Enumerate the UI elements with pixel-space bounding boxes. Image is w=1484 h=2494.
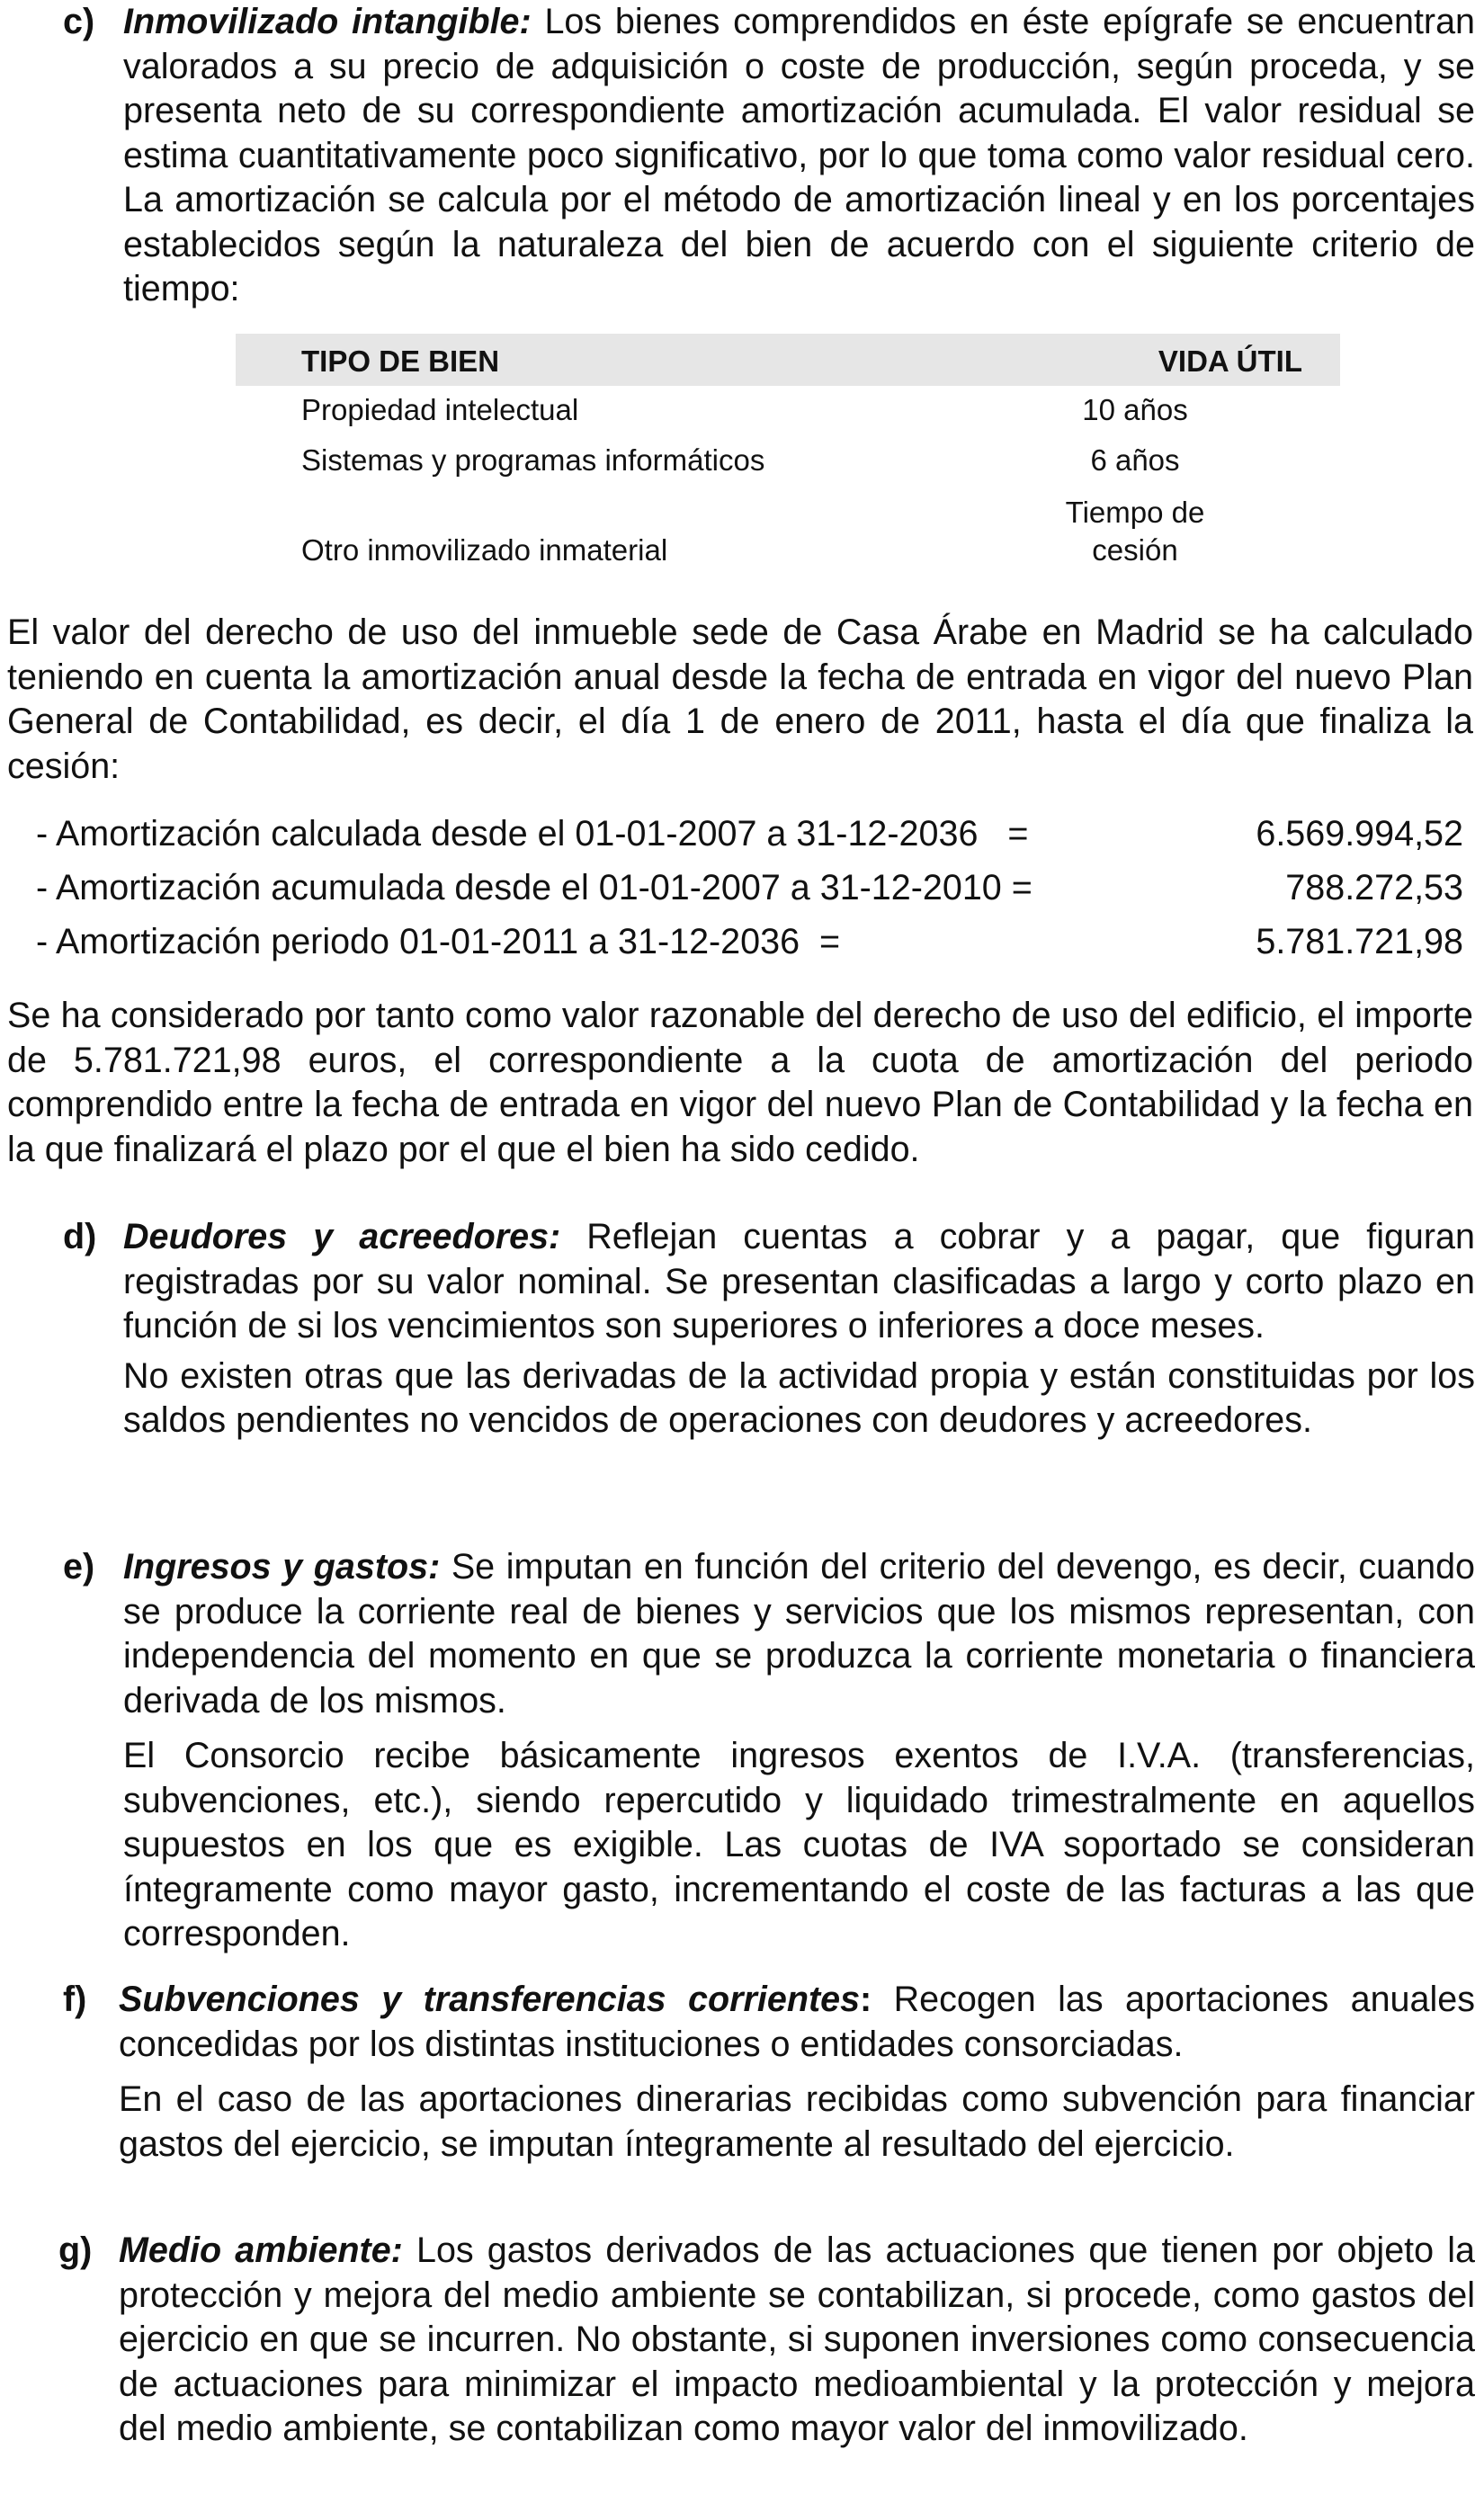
section-d-paragraph-2: No existen otras que las derivadas de la actividad propia y están constituidas por los saldos pendientes no vencidos de operaciones con deudores y acreedores. [123,1355,1475,1440]
section-f-letter: f) [63,1980,87,2019]
table-row [236,393,1340,438]
section-d-title: Deudores y acreedores: [123,1217,561,1256]
row-type: Propiedad intelectual [301,393,579,426]
table-row [236,494,1340,575]
amortization-label: - Amortización acumulada desde el 01-01-2007 a 31-12-2010 = [36,868,1033,907]
section-e-text-1: Se imputan en función del criterio del devengo, es decir, cuando se produce la corriente real de bienes y servicios que los mismos representan, con independencia del momento en que se produzca la corriente monetaria o financiera derivada de los mismos. [123,1547,1475,1721]
table-header [236,334,1340,386]
section-f-paragraph-2: En el caso de las aportaciones dinerarias recibidas como subvención para financiar gastos del ejercicio, se imputan íntegramente al resultado del ejercicio. [119,2079,1475,2164]
row-life-line1: Tiempo de [1065,496,1205,529]
paragraph-valor-razonable: Se ha considerado por tanto como valor razonable del derecho de uso del edificio, el importe de 5.781.721,98 euros, el correspondiente a la cuota de amortización del periodo comprendido entre la fecha de entrada en vigor del nuevo Plan de Contabilidad y la fecha en la que finalizará el plazo por el que el bien ha sido cedido. [7,996,1473,1169]
section-f-title: Subvenciones y transferencias corrientes [119,1980,861,2019]
section-c-title: Inmovilizado intangible: [123,2,532,41]
section-g-title: Medio ambiente: [119,2230,403,2270]
table-row [236,443,1340,488]
row-life-line2: cesión [1092,533,1178,567]
section-e-paragraph-2: El Consorcio recibe básicamente ingresos exentos de I.V.A. (transferencias, subvenciones, etc.), siendo repercutido y liquidado trimestralmente en aquellos supuestos en los que es exigible. Las cuotas de IVA soportado se consideran íntegramente como mayor gasto, incrementando el coste de las facturas a las que corresponden. [123,1736,1475,1953]
paragraph-valor-derecho: El valor del derecho de uso del inmueble sede de Casa Árabe en Madrid se ha calculado teniendo en cuenta la amortización anual desde la fecha de entrada en vigor del nuevo Plan General de Contabilidad, es decir, el día 1 de enero de 2011, hasta el día que finaliza la cesión: [7,612,1473,786]
section-f-colon: : [860,1980,872,2019]
row-type: Otro inmovilizado inmaterial [301,533,668,567]
section-c-paragraph [123,0,1475,312]
row-life: 6 años [1090,443,1180,477]
section-c-letter: c) [63,2,95,41]
amortization-value: 788.272,53 [1285,868,1463,907]
amortization-value: 6.569.994,52 [1256,814,1463,854]
section-e-title: Ingresos y gastos: [123,1547,441,1587]
section-d-paragraph-1 [123,1215,1475,1349]
section-d-text-1: Reflejan cuentas a cobrar y a pagar, que figuran registradas por su valor nominal. Se presentan clasificadas a largo y corto plazo en función de si los vencimientos son superiores o inferiores a doce meses. [123,1217,1475,1345]
row-life [1027,494,1243,569]
section-g-text-1: Los gastos derivados de las actuaciones que tienen por objeto la protección y mejora del medio ambiente se contabilizan, si procede, como gastos del ejercicio en que se incurren. No obstante, si suponen inversiones como consecuencia de actuaciones para minimizar el impacto medioambiental y la protección y mejora del medio ambiente, se contabilizan como mayor valor del inmovilizado. [119,2230,1475,2448]
amortization-value: 5.781.721,98 [1256,922,1463,961]
section-e-paragraph-1 [123,1545,1475,1723]
amortization-label: - Amortización periodo 01-01-2011 a 31-12-2036 = [36,922,841,961]
section-f-paragraph-1 [119,1978,1475,2067]
row-life: 10 años [1082,393,1188,426]
section-g-letter: g) [58,2230,93,2270]
section-c-text: Los bienes comprendidos en éste epígrafe se encuentran valorados a su precio de adquisición o coste de producción, según proceda, y se presenta neto de su correspondiente amortización acumulada. El valor residual se estima cuantitativamente poco significativo, por lo que toma como valor residual cero. La amortización se calcula por el método de amortización lineal y en los porcentajes establecidos según la naturaleza del bien de acuerdo con el siguiente criterio de tiempo: [123,2,1476,308]
header-tipo-de-bien: TIPO DE BIEN [301,344,500,378]
amortization-label: - Amortización calculada desde el 01-01-2007 a 31-12-2036 = [36,814,1029,854]
section-f-text-1: Recogen las aportaciones anuales concedidas por los distintas instituciones o entidades consorciadas. [119,1980,1475,2064]
header-vida-util: VIDA ÚTIL [1158,344,1302,378]
section-d-letter: d) [63,1217,97,1256]
row-type: Sistemas y programas informáticos [301,443,765,477]
section-e-letter: e) [63,1547,95,1587]
section-g-paragraph-1 [119,2229,1475,2452]
